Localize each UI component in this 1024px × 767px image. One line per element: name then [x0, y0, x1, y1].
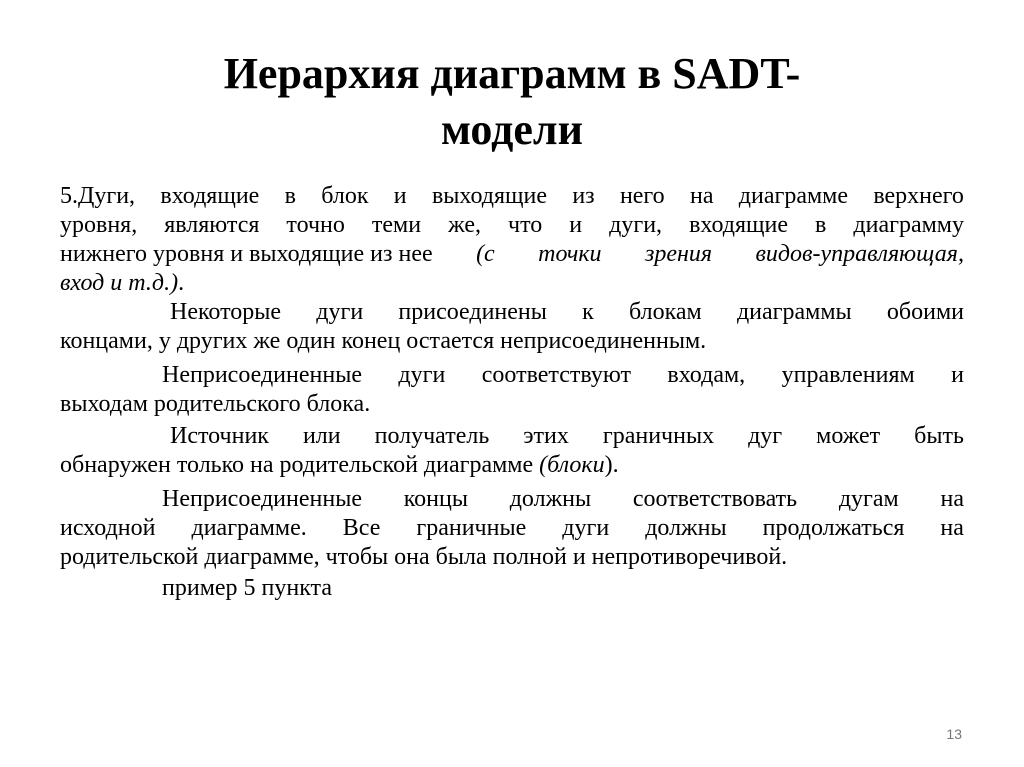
word: в: [815, 212, 827, 238]
word: диаграммы: [736, 299, 852, 325]
word: соответствовать: [632, 486, 798, 512]
word: входам,: [667, 362, 746, 388]
word: граничных: [602, 423, 715, 449]
word: в: [284, 183, 296, 209]
text-segment: ).: [604, 452, 619, 478]
word: соответствуют: [481, 362, 631, 388]
word: и: [393, 183, 407, 209]
word: Источник: [170, 423, 269, 449]
word: дуги: [316, 299, 364, 325]
word: него: [619, 183, 665, 209]
word: на: [940, 486, 964, 512]
slide-title-line-2: модели: [441, 105, 583, 154]
word: Неприсоединенные: [162, 486, 362, 512]
word: на: [940, 515, 964, 541]
word: граничные: [416, 515, 527, 541]
word: концы: [403, 486, 468, 512]
page-number: 13: [946, 726, 962, 742]
word: Все: [342, 515, 381, 541]
example-note: пример 5 пункта: [162, 575, 332, 601]
paragraph-4-line-2: [60, 451, 964, 480]
text-segment: нижнего уровня и выходящие из нее: [60, 241, 433, 267]
word: дуги,: [609, 212, 663, 238]
word: или: [302, 423, 341, 449]
word: должны: [645, 515, 727, 541]
word: точно: [286, 212, 345, 238]
paragraph-3-line-1: [162, 361, 964, 390]
word: к: [582, 299, 594, 325]
word: обоими: [886, 299, 964, 325]
paragraph-1-line-1: [60, 182, 964, 211]
word: управлениям: [781, 362, 915, 388]
word: быть: [914, 423, 964, 449]
word: продолжаться: [762, 515, 905, 541]
paragraph-3-line-2: выходам родительского блока.: [60, 391, 371, 417]
italic-word: зрения: [644, 241, 713, 267]
paragraph-1-line-2: [60, 211, 964, 240]
italic-segment: (блоки: [539, 452, 605, 478]
paragraph-1-line-3: [60, 240, 964, 269]
text-segment: .: [178, 270, 185, 296]
italic-word: (с: [476, 241, 495, 267]
word: исходной: [60, 515, 156, 541]
slide-title: Иерархия диаграмм в SADT-: [223, 49, 801, 98]
word: дуги: [562, 515, 610, 541]
paragraph-2-line-1: [170, 298, 964, 327]
word: Некоторые: [170, 299, 282, 325]
word: же,: [448, 212, 481, 238]
word: и: [569, 212, 583, 238]
word: дугам: [838, 486, 899, 512]
word: должны: [509, 486, 592, 512]
word: диаграмму: [853, 212, 964, 238]
word: на: [689, 183, 714, 209]
word: входящие: [160, 183, 260, 209]
word: что: [508, 212, 543, 238]
word: из: [572, 183, 595, 209]
word: может: [816, 423, 881, 449]
word: верхнего: [873, 183, 964, 209]
text-segment: обнаружен только на родительской диаграмме: [60, 452, 540, 478]
word: входящие: [689, 212, 789, 238]
word: являются: [164, 212, 260, 238]
word: теми: [371, 212, 422, 238]
paragraph-1-line-4: [60, 269, 964, 298]
word: диаграмме: [738, 183, 849, 209]
word: уровня,: [60, 212, 138, 238]
word: дуг: [748, 423, 783, 449]
italic-segment: вход и т.д.): [60, 270, 179, 296]
paragraph-5-line-2: [60, 514, 964, 543]
word: выходящие: [431, 183, 548, 209]
paragraph-5-line-1: [162, 485, 964, 514]
italic-word: видов-управляющая,: [755, 241, 964, 267]
paragraph-4-line-1: [170, 422, 964, 451]
word: дуги: [398, 362, 446, 388]
paragraph-5-line-3: родительской диаграмме, чтобы она была полной и непротиворечивой.: [60, 544, 788, 570]
word: Неприсоединенные: [162, 362, 362, 388]
word: присоединены: [398, 299, 547, 325]
word: и: [951, 362, 964, 388]
word: 5.Дуги,: [60, 183, 136, 209]
word: диаграмме.: [191, 515, 307, 541]
paragraph-2-line-2: концами, у других же один конец остается неприсоединенным.: [60, 328, 707, 354]
word: блок: [321, 183, 369, 209]
italic-word: точки: [538, 241, 602, 267]
word: блокам: [629, 299, 702, 325]
word: этих: [523, 423, 569, 449]
word: получатель: [374, 423, 490, 449]
